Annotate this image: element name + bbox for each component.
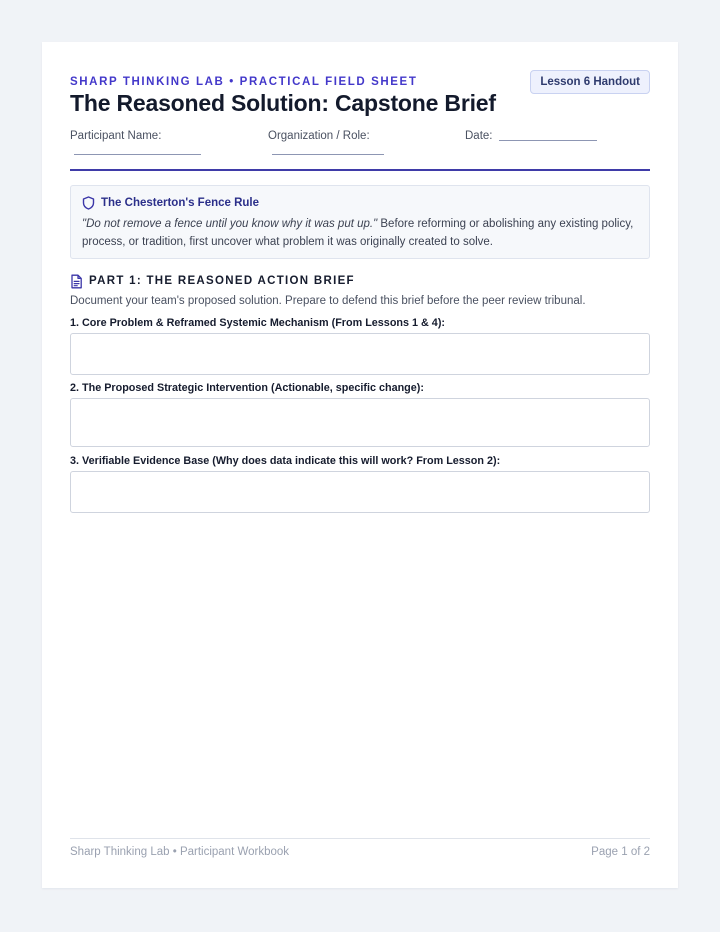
organization-label: Organization / Role: — [268, 130, 370, 142]
callout-quote: "Do not remove a fence until you know why it was put up." — [82, 218, 378, 230]
callout-title: The Chesterton's Fence Rule — [101, 197, 260, 209]
part1-heading — [70, 273, 355, 289]
question-1-label: 1. Core Problem & Reframed Systemic Mechanism (From Lessons 1 & 4): — [70, 317, 446, 329]
question-2-label: 2. The Proposed Strategic Intervention (Actionable, specific change): — [70, 382, 424, 394]
question-1-answer-box[interactable] — [70, 333, 650, 375]
participant-name-field[interactable] — [70, 130, 210, 142]
shield-icon — [82, 196, 95, 210]
page-content — [70, 42, 650, 888]
participant-fields — [70, 130, 650, 162]
organization-field[interactable] — [268, 130, 418, 142]
question-3-label: 3. Verifiable Evidence Base (Why does data indicate this will work? From Lesson 2): — [70, 455, 501, 467]
date-field[interactable] — [465, 130, 605, 142]
header-kicker: SHARP THINKING LAB • PRACTICAL FIELD SHEET — [70, 76, 418, 88]
callout-body — [82, 215, 638, 251]
document-icon — [70, 274, 83, 289]
header-divider — [70, 169, 650, 171]
date-label: Date: — [465, 130, 493, 142]
question-2-answer-box[interactable] — [70, 398, 650, 447]
page-number: Page 1 of 2 — [591, 846, 650, 858]
chesterton-callout — [70, 185, 650, 259]
callout-text: Before reforming or abolishing any existing policy, process, or tradition, first uncover what problem it was originally created to solve. — [82, 218, 634, 248]
date-underline[interactable] — [499, 140, 597, 141]
participant-name-underline[interactable] — [74, 154, 201, 155]
lesson-badge: Lesson 6 Handout — [530, 70, 650, 94]
footer-workbook-label: Sharp Thinking Lab • Participant Workbook — [70, 846, 290, 858]
page-title: The Reasoned Solution: Capstone Brief — [70, 90, 496, 116]
callout-header — [82, 195, 638, 211]
question-3-answer-box[interactable] — [70, 471, 650, 513]
part1-heading-label: PART 1: THE REASONED ACTION BRIEF — [89, 275, 355, 287]
part1-description: Document your team's proposed solution. Prepare to defend this brief before the peer review tribunal. — [70, 295, 586, 307]
footer-divider — [70, 838, 650, 839]
organization-underline[interactable] — [272, 154, 384, 155]
handout-page — [42, 42, 678, 888]
participant-name-label: Participant Name: — [70, 130, 162, 142]
